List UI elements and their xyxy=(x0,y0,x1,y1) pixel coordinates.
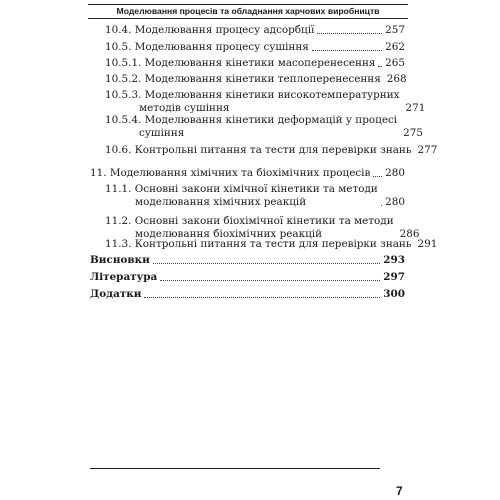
toc-entry xyxy=(105,73,405,86)
toc-entry-title: 11.3. Контрольні питання та тести для перевірки знань xyxy=(105,238,412,250)
toc-entry-title: Висновки xyxy=(90,254,150,266)
toc-entry-title xyxy=(105,114,397,140)
toc-entry-title-line1: 10.5.3. Моделювання кінетики високотемпературних xyxy=(105,89,400,101)
toc-leader-dots xyxy=(381,205,382,206)
toc-entry-title: Література xyxy=(90,271,158,283)
toc-entry-page: 286 xyxy=(399,228,420,240)
toc-entry-title: 10.5. Моделювання процесу сушіння xyxy=(105,41,309,53)
toc-entry xyxy=(105,41,405,54)
toc-leader-dots xyxy=(373,176,382,177)
toc-entry-appendices xyxy=(90,288,405,301)
toc-entry-page: 257 xyxy=(385,24,405,36)
toc-entry-page: 262 xyxy=(385,41,405,53)
running-header xyxy=(88,4,408,19)
toc-entry xyxy=(105,89,426,115)
toc-entry-title-line1: 11.1. Основні закони хімічної кінетики та методи xyxy=(105,183,378,195)
toc-leader-dots xyxy=(312,50,382,51)
toc-entry-page: 293 xyxy=(383,254,405,266)
toc-entry-literature xyxy=(90,271,405,284)
toc-entry-page: 291 xyxy=(417,238,438,250)
toc-entry xyxy=(90,167,405,180)
toc-entry-title: 11. Моделювання хімічних та біохімічних процесів xyxy=(90,167,371,179)
toc-entry-page: 280 xyxy=(385,167,405,179)
toc-entry-conclusions xyxy=(90,254,405,267)
toc-entry-title: 10.5.2. Моделювання кінетики теплоперенесення xyxy=(105,73,381,85)
toc-entry xyxy=(105,114,423,140)
running-header-title: Моделювання процесів та обладнання харчових виробництв xyxy=(116,6,380,16)
toc-leader-dots xyxy=(317,33,382,34)
toc-entry-page: 271 xyxy=(405,102,426,114)
toc-leader-dots xyxy=(153,263,381,264)
toc-entry-title-line2: моделювання біохімічних реакцій xyxy=(135,228,323,240)
toc-entry xyxy=(105,144,438,157)
toc-entry-title: 10.5.1. Моделювання кінетики масоперенесення xyxy=(105,57,376,69)
toc-entry-title-line2: моделювання хімічних реакцій xyxy=(135,196,307,208)
toc-entry-title-line2: методів сушіння xyxy=(139,102,230,114)
toc-entry-page: 280 xyxy=(385,196,405,208)
toc-entry-page: 277 xyxy=(417,144,438,156)
toc-entry-title-line1: 10.5.4. Моделювання кінетики деформацій у процесі xyxy=(105,114,398,126)
toc-entry xyxy=(105,238,438,251)
toc-leader-dots xyxy=(144,297,380,298)
toc-leader-dots xyxy=(378,66,382,67)
toc-entry-page: 268 xyxy=(386,73,407,85)
toc-entry-title: 10.4. Моделювання процесу адсорбції xyxy=(105,24,315,36)
toc-entry-title xyxy=(105,89,400,115)
toc-entry-title-line1: 11.2. Основні закони біохімічної кінетики та методи xyxy=(105,215,394,227)
toc-entry-title: Додатки xyxy=(90,288,142,300)
page-number: 7 xyxy=(396,484,403,498)
toc-entry xyxy=(105,57,405,70)
toc-entry-page: 297 xyxy=(383,271,405,283)
footer-rule xyxy=(90,468,380,469)
toc-entry-page: 275 xyxy=(403,127,423,139)
toc-entry-page: 300 xyxy=(383,288,405,300)
toc-leader-dots xyxy=(160,280,380,281)
toc-entry xyxy=(105,183,405,209)
toc-entry-title xyxy=(105,183,378,209)
toc-entry-title-line2: сушіння xyxy=(139,127,185,139)
toc-entry-page: 265 xyxy=(385,57,405,69)
toc-entry xyxy=(105,24,405,37)
toc-entry-title: 10.6. Контрольні питання та тести для перевірки знань xyxy=(105,144,412,156)
